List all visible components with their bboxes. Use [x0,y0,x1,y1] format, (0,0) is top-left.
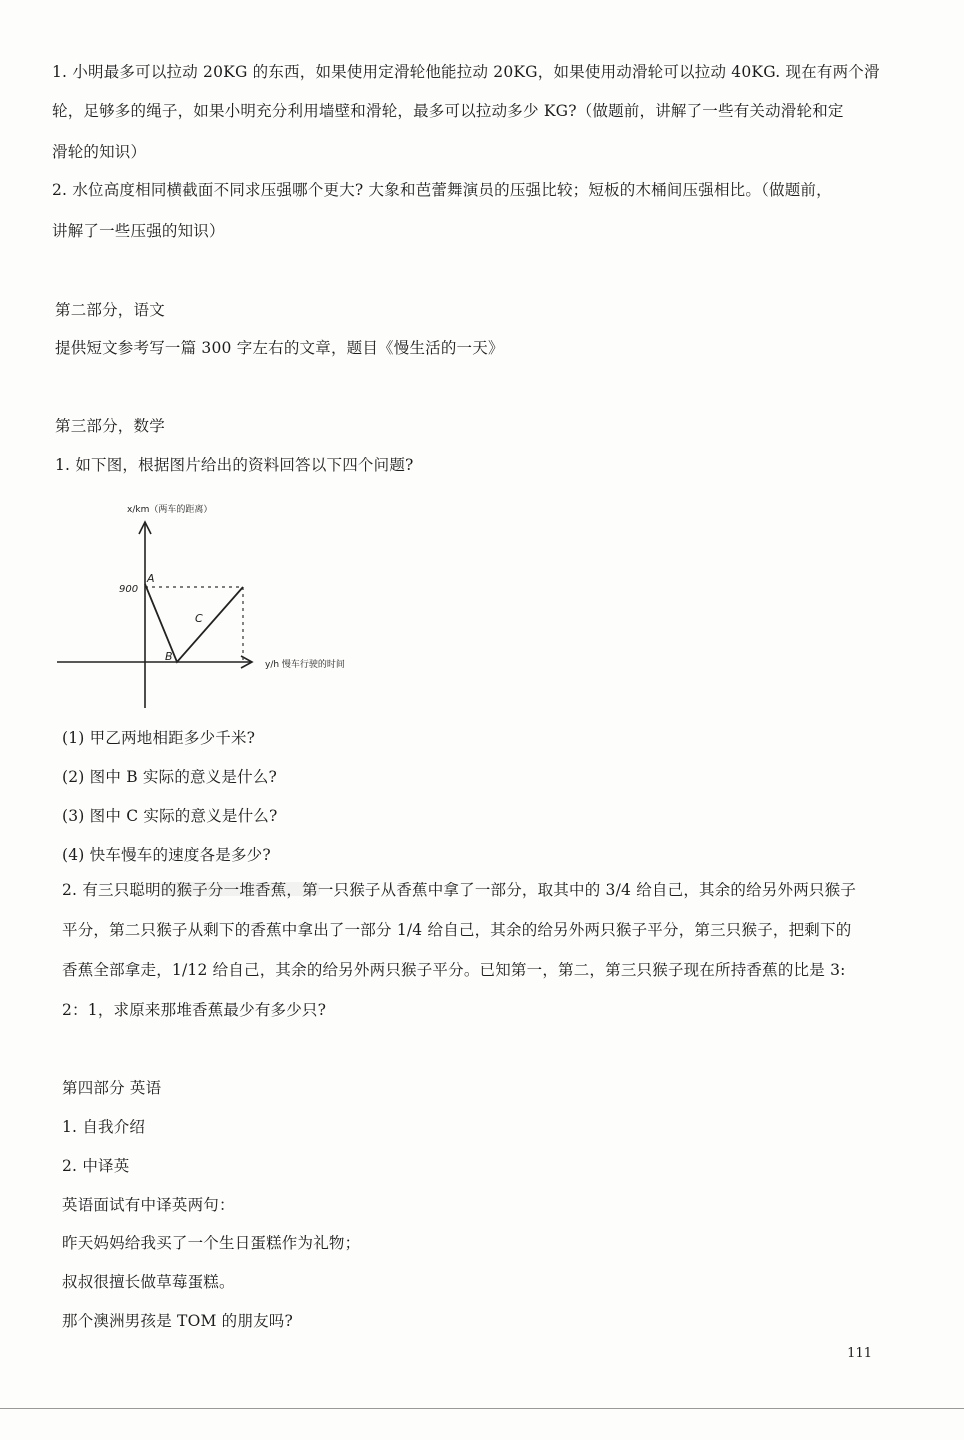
physics-q1-line3: 滑轮的知识） [52,143,147,161]
page-number: 111 [847,1346,872,1361]
physics-q2-line1: 2. 水位高度相同横截面不同求压强哪个更大? 大象和芭蕾舞演员的压强比较；短板的木桶间压强相比。（做题前， [52,181,832,199]
physics-q1-line2: 轮，足够多的绳子，如果小明充分利用墙壁和滑轮，最多可以拉动多少 KG?（做题前，讲解了一些有关动滑轮和定 [52,102,844,120]
distance-time-graph [55,500,375,715]
math-q2-line4: 2：1，求原来那堆香蕉最少有多少只? [62,1001,327,1019]
math-heading: 第三部分，数学 [55,417,165,435]
graph-point-b-label: B [165,650,173,663]
math-subquestion-2: (2) 图中 B 实际的意义是什么? [62,768,278,786]
english-intro: 英语面试有中译英两句： [62,1196,235,1214]
english-item-2: 2. 中译英 [62,1157,130,1175]
math-q2-line2: 平分，第二只猴子从剩下的香蕉中拿出了一部分 1/4 给自己，其余的给另外两只猴子平分，第三只猴子，把剩下的 [62,921,852,939]
math-subquestion-3: (3) 图中 C 实际的意义是什么? [62,807,278,825]
chinese-task: 提供短文参考写一篇 300 字左右的文章，题目《慢生活的一天》 [55,339,504,357]
scan-smudge [160,882,320,896]
math-subquestion-1: (1) 甲乙两地相距多少千米? [62,729,256,747]
graph-point-a-label: A [147,572,155,585]
graph-y-axis-label: x/km（两车的距离） [127,505,213,515]
english-heading: 第四部分 英语 [62,1079,162,1097]
math-q2-line3: 香蕉全部拿走，1/12 给自己，其余的给另外两只猴子平分。已知第一，第二，第三只猴子现在所持香蕉的比是 3: [62,961,846,979]
english-item-1: 1. 自我介绍 [62,1118,146,1136]
chinese-heading: 第二部分，语文 [55,301,165,319]
physics-q1-line1: 1. 小明最多可以拉动 20KG 的东西，如果使用定滑轮他能拉动 20KG，如果使用动滑轮可以拉动 40KG. 现在有两个滑 [52,63,880,81]
english-sentence-2: 叔叔很擅长做草莓蛋糕。 [62,1273,235,1291]
graph-point-c-label: C [195,612,203,625]
math-q1-intro: 1. 如下图，根据图片给出的资料回答以下四个问题? [55,456,414,474]
math-subquestion-4: (4) 快车慢车的速度各是多少? [62,846,271,864]
graph-value-label: 900 [119,584,139,595]
bottom-rule [0,1408,964,1409]
english-sentence-1: 昨天妈妈给我买了一个生日蛋糕作为礼物； [62,1234,361,1252]
graph-x-axis-label: y/h 慢车行驶的时间 [265,660,345,670]
english-sentence-3: 那个澳洲男孩是 TOM 的朋友吗? [62,1312,293,1330]
graph-distance-line [145,584,243,662]
math-q2-line1: 2. 有三只聪明的猴子分一堆香蕉，第一只猴子从香蕉中拿了一部分，取其中的 3/4 给自己，其余的给另外两只猴子 [62,881,857,899]
physics-q2-line2: 讲解了一些压强的知识） [52,222,225,240]
